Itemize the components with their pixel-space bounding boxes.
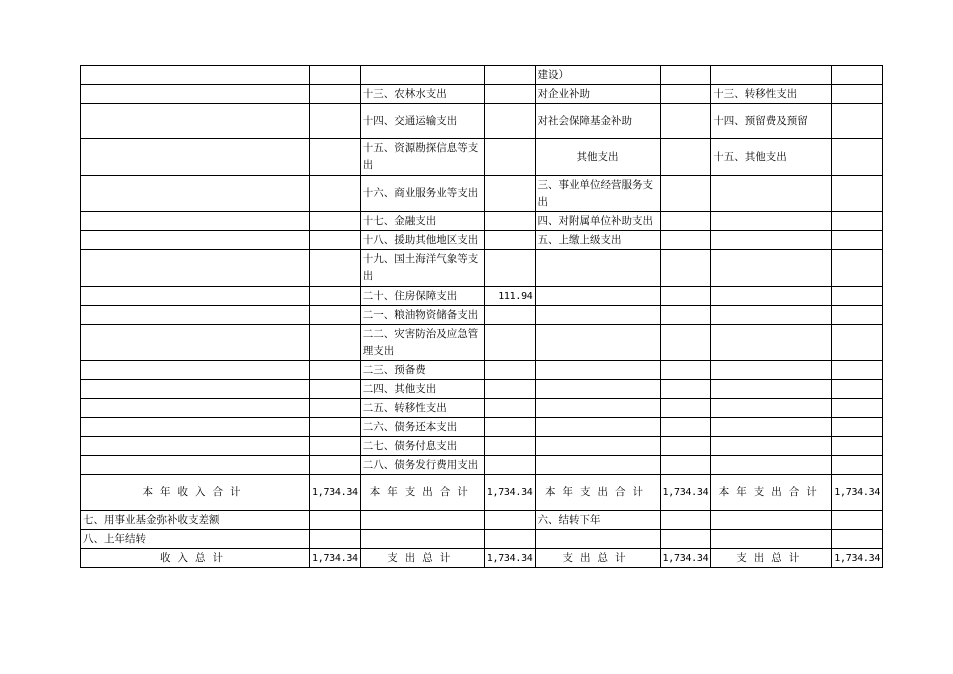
table-cell [484,380,535,399]
table-cell: 十四、交通运输支出 [360,104,484,139]
table-cell [832,66,883,85]
table-cell [711,306,832,325]
table-cell [711,380,832,399]
table-cell [81,231,310,250]
table-row [81,176,883,212]
table-row [81,361,883,380]
table-cell [81,306,310,325]
table-cell [535,437,660,456]
table-cell: 十三、转移性支出 [711,85,832,104]
table-cell [832,306,883,325]
table-cell [832,85,883,104]
table-cell [660,287,711,306]
table-cell [711,66,832,85]
table-cell [711,456,832,475]
table-cell [484,231,535,250]
table-cell [711,287,832,306]
table-cell [711,212,832,231]
table-cell [832,530,883,549]
table-cell: 1,734.34 [310,549,361,568]
table-cell [484,85,535,104]
table-row [81,456,883,475]
table-cell [660,231,711,250]
table-row [81,212,883,231]
table-cell [711,511,832,530]
table-cell [484,437,535,456]
table-cell [310,530,361,549]
table-cell: 1,734.34 [660,549,711,568]
budget-table [80,65,883,568]
table-cell [535,250,660,287]
table-cell [484,456,535,475]
table-cell: 1,734.34 [310,475,361,511]
table-cell [81,399,310,418]
table-cell [832,139,883,176]
table-cell: 六、结转下年 [535,511,660,530]
table-cell [832,231,883,250]
table-cell [81,287,310,306]
table-cell: 支出总计 [711,549,832,568]
table-cell [535,418,660,437]
table-cell [660,85,711,104]
table-cell [81,212,310,231]
table-cell [310,418,361,437]
table-cell [660,104,711,139]
table-cell [81,418,310,437]
table-cell [660,418,711,437]
table-row [81,530,883,549]
table-cell [360,511,484,530]
table-cell [711,361,832,380]
table-cell [360,530,484,549]
table-cell [310,511,361,530]
table-cell: 五、上缴上级支出 [535,231,660,250]
table-cell: 二六、债务还本支出 [360,418,484,437]
table-cell [310,399,361,418]
table-cell [484,399,535,418]
table-cell [310,139,361,176]
table-cell: 本年支出合计 [711,475,832,511]
table-row [81,66,883,85]
table-cell: 二一、粮油物资储备支出 [360,306,484,325]
table-row [81,437,883,456]
table-cell: 七、用事业基金弥补收支差额 [81,511,310,530]
table-cell [711,231,832,250]
table-cell [81,250,310,287]
table-cell [484,306,535,325]
table-cell [81,66,310,85]
table-cell [310,66,361,85]
table-cell: 收入总计 [81,549,310,568]
table-cell: 二二、灾害防治及应急管理支出 [360,325,484,361]
table-cell [310,361,361,380]
table-cell [660,399,711,418]
table-cell [832,399,883,418]
table-cell [360,66,484,85]
table-cell [310,325,361,361]
table-cell [535,456,660,475]
table-cell: 本年收入合计 [81,475,310,511]
table-cell [484,250,535,287]
table-cell [660,325,711,361]
table-cell: 对企业补助 [535,85,660,104]
table-cell [660,530,711,549]
table-cell [535,361,660,380]
table-cell [310,437,361,456]
table-row [81,287,883,306]
table-cell [832,104,883,139]
table-cell [711,399,832,418]
table-row [81,418,883,437]
table-cell [535,530,660,549]
table-cell [81,325,310,361]
table-cell [660,380,711,399]
table-cell [484,530,535,549]
table-cell [660,511,711,530]
table-cell: 1,734.34 [832,549,883,568]
table-cell [660,176,711,212]
table-cell [832,456,883,475]
table-cell: 本年支出合计 [535,475,660,511]
table-cell: 十七、金融支出 [360,212,484,231]
table-cell: 二三、预备费 [360,361,484,380]
table-cell [832,380,883,399]
table-cell [535,399,660,418]
table-cell [832,361,883,380]
table-cell [81,361,310,380]
table-cell [81,139,310,176]
table-cell [310,456,361,475]
table-cell [711,418,832,437]
table-cell: 十五、其他支出 [711,139,832,176]
table-cell [81,176,310,212]
table-cell: 二十、住房保障支出 [360,287,484,306]
table-cell [484,212,535,231]
table-cell [660,139,711,176]
table-row [81,231,883,250]
table-cell [535,380,660,399]
table-cell [711,250,832,287]
table-cell [484,139,535,176]
table-cell [660,250,711,287]
table-cell [660,66,711,85]
table-cell: 1,734.34 [832,475,883,511]
table-cell: 支出总计 [535,549,660,568]
table-row [81,399,883,418]
table-cell [711,437,832,456]
table-row [81,380,883,399]
table-cell [484,361,535,380]
table-cell: 本年支出合计 [360,475,484,511]
table-cell: 十三、农林水支出 [360,85,484,104]
table-cell [310,212,361,231]
table-cell [484,176,535,212]
table-cell [310,380,361,399]
table-cell: 1,734.34 [484,549,535,568]
table-cell [832,250,883,287]
table-cell: 十八、援助其他地区支出 [360,231,484,250]
table-cell [81,437,310,456]
table-cell: 三、事业单位经营服务支出 [535,176,660,212]
table-cell [310,104,361,139]
table-cell [484,325,535,361]
table-cell [81,456,310,475]
table-cell: 支出总计 [360,549,484,568]
table-cell [310,85,361,104]
table-cell [535,306,660,325]
table-cell [711,530,832,549]
table-cell [484,418,535,437]
table-cell: 十五、资源勘探信息等支出 [360,139,484,176]
table-cell [660,212,711,231]
table-cell [484,511,535,530]
table-cell [832,437,883,456]
table-cell: 十九、国土海洋气象等支出 [360,250,484,287]
table-cell [660,361,711,380]
table-cell [832,511,883,530]
table-cell: 八、上年结转 [81,530,310,549]
table-cell: 111.94 [484,287,535,306]
table-cell [535,287,660,306]
table-row [81,250,883,287]
table-cell [81,85,310,104]
table-cell: 建设） [535,66,660,85]
table-cell [484,104,535,139]
table-row [81,306,883,325]
table-row [81,549,883,568]
table-cell [484,66,535,85]
table-body [81,66,883,568]
table-cell [832,212,883,231]
table-cell [310,287,361,306]
table-cell [832,287,883,306]
table-cell: 二五、转移性支出 [360,399,484,418]
table-cell [832,418,883,437]
table-row [81,104,883,139]
table-cell: 二四、其他支出 [360,380,484,399]
table-cell [81,380,310,399]
table-cell: 1,734.34 [484,475,535,511]
table-row [81,475,883,511]
table-row [81,85,883,104]
table-row [81,325,883,361]
table-cell: 十六、商业服务业等支出 [360,176,484,212]
table-cell: 其他支出 [535,139,660,176]
table-cell [81,104,310,139]
table-cell: 二七、债务付息支出 [360,437,484,456]
table-cell [660,437,711,456]
table-cell [310,306,361,325]
table-cell [310,250,361,287]
table-cell [832,325,883,361]
table-cell [832,176,883,212]
table-cell: 四、对附属单位补助支出 [535,212,660,231]
table-cell [310,176,361,212]
table-cell [711,176,832,212]
table-cell [711,325,832,361]
table-cell: 二八、债务发行费用支出 [360,456,484,475]
table-cell [660,456,711,475]
table-cell [535,325,660,361]
table-cell: 对社会保障基金补助 [535,104,660,139]
table-cell [660,306,711,325]
table-row [81,511,883,530]
table-cell [310,231,361,250]
table-cell: 1,734.34 [660,475,711,511]
table-row [81,139,883,176]
table-cell: 十四、预留费及预留 [711,104,832,139]
